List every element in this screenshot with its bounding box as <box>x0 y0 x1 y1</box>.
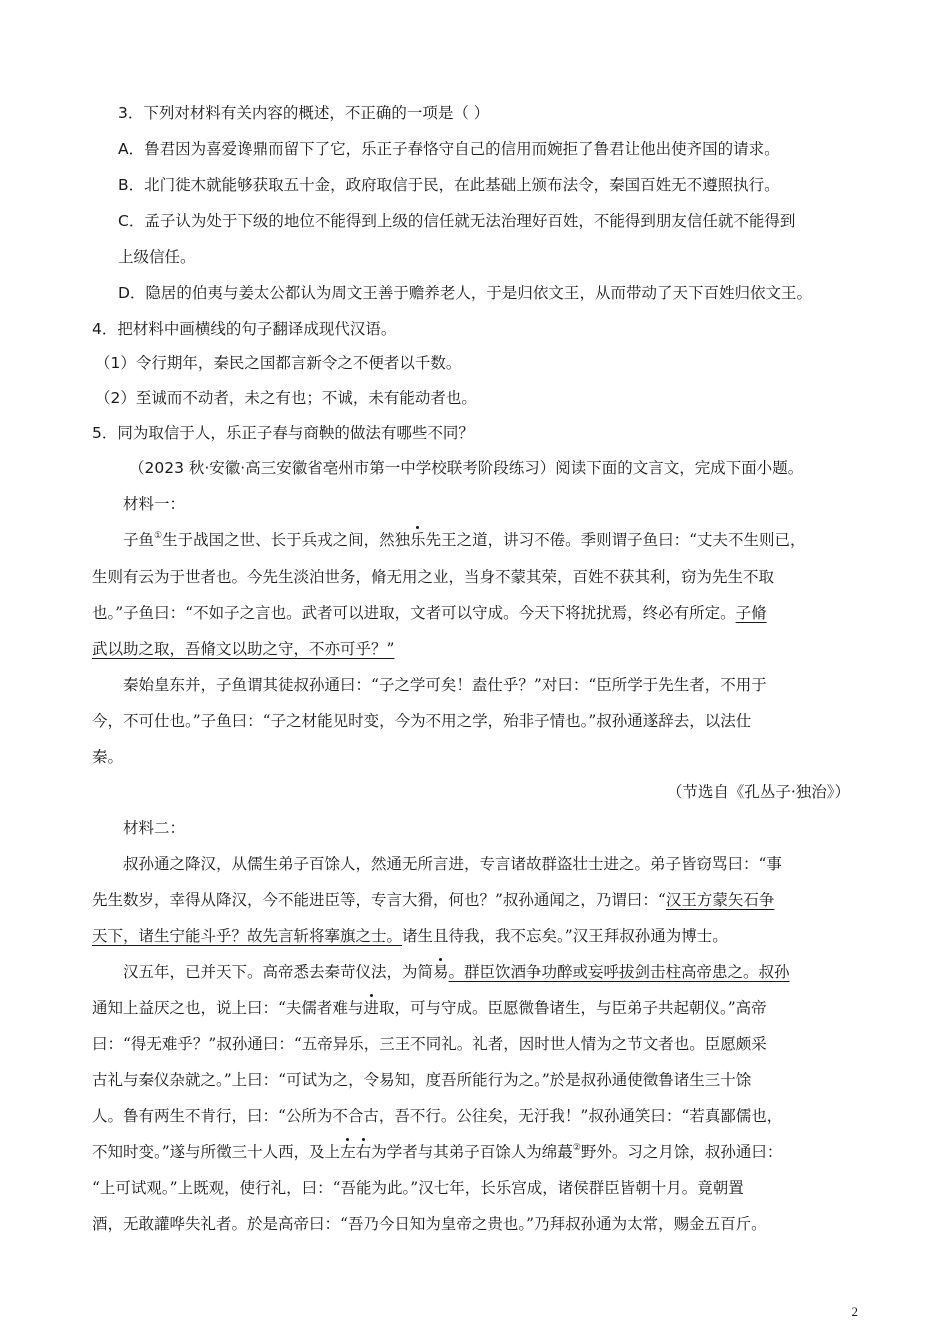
material2-p1-line3: 天下，诸生宁能斗乎？故先言斩将搴旗之士。诸生且待我，我不忘矣。”汉王拜叔孙通为博士。 <box>92 927 728 945</box>
q4-sentence-1: （1）令行期年，秦民之国都言新令之不便者以千数。 <box>95 354 462 372</box>
reading-intro: （2023 秋·安徽·高三安徽省亳州市第一中学校联考阶段练习）阅读下面的文言文，完成下面小题。 <box>129 459 804 477</box>
footnote-marker-1: ① <box>154 531 163 541</box>
material1-p1-line3: 也。”子鱼曰：“不如子之言也。武者可以进取，文者可以守成。今天下将扰扰焉，终必有所定。子脩 <box>92 604 767 622</box>
page-number: 2 <box>851 1304 858 1319</box>
material1-p1-line1: 子鱼①生于战国之世、长于兵戎之间，然独乐先王之道，讲习不倦。季则谓子鱼曰：“丈夫不生则已， <box>123 531 806 549</box>
material1-p1-line2: 生则有云为于世者也。今先生淡泊世务，脩无用之业，当身不蒙其荣，百姓不获其利，窃为先生不取 <box>92 568 775 586</box>
material1-source: （节选自《孔丛子·独治》） <box>666 783 850 801</box>
q3-option-d: D．隐居的伯夷与姜太公都认为周文王善于赡养老人，于是归依文王，从而带动了天下百姓归依文王。 <box>118 284 812 302</box>
material1-p2-line2: 今，不可仕也。”子鱼曰：“子之材能见时变，今为不用之学，殆非子情也。”叔孙通遂辞去，以法仕 <box>92 712 752 730</box>
material2-p2-line2: 通知上益厌之也，说上曰：“夫儒者难与进取，可与守成。臣愿微鲁诸生，与臣弟子共起朝仪。”高帝 <box>92 999 767 1017</box>
material2-p2-line3: 曰：“得无难乎？”叔孙通曰：“五帝异乐，三王不同礼。礼者，因时世人情为之节文者也。臣愿颇采 <box>92 1035 767 1053</box>
material2-label: 材料二： <box>123 819 186 837</box>
material1-p1-line4-underlined: 武以助之取，吾脩文以助之守，不亦可乎？” <box>92 640 395 658</box>
emphasis-dot-char: 进 <box>363 999 379 1017</box>
footnote-marker-2: ② <box>572 1143 581 1153</box>
q3-option-c-line1: C．孟子认为处于下级的地位不能得到上级的信任就无法治理好百姓，不能得到朋友信任就不能得到 <box>118 212 796 230</box>
q3-option-b: B．北门徙木就能够获取五十金，政府取信于民，在此基础上颁布法令，秦国百姓无不遵照执行。 <box>118 176 780 194</box>
q4-stem: 4．把材料中画横线的句子翻译成现代汉语。 <box>92 320 397 338</box>
q3-option-a: A．鲁君因为喜爱谗鼎而留下了它，乐正子春恪守自己的信用而婉拒了鲁君让他出使齐国的请求。 <box>118 140 780 158</box>
underlined-sentence-2b: 天下，诸生宁能斗乎？故先言斩将搴旗之士。 <box>92 927 403 945</box>
material2-p2-line5: 人。鲁有两生不肯行，曰：“公所为不合古，吾不行。公往矣，无汙我！”叔孙通笑曰：“若真鄙儒也， <box>92 1107 783 1125</box>
q3-option-c-line2: 上级信任。 <box>118 248 196 266</box>
material2-p2-line6: 不知时变。”遂与所徵三十人西，及上左右为学者与其弟子百馀人为绵蕞②野外。习之月馀，叔孙通曰： <box>92 1143 783 1161</box>
material2-p2-line7: “上可试观。”上既观，使行礼，曰：“吾能为此。”汉七年，长乐宫成，诸侯群臣皆朝十月。竟朝置 <box>92 1179 744 1197</box>
material2-p2-line8: 酒，无敢讙哗失礼者。於是高帝曰：“吾乃今日知为皇帝之贵也。”乃拜叔孙通为太常，赐金五百斤。 <box>92 1215 767 1233</box>
material1-label: 材料一： <box>123 495 186 513</box>
emphasis-dot-char: 左 <box>340 1143 356 1161</box>
material2-p2-line4: 古礼与秦仪杂就之。”上曰：“可试为之，令易知，度吾所能行为之。”於是叔孙通使徵鲁诸生三十馀 <box>92 1071 752 1089</box>
q3-stem: 3．下列对材料有关内容的概述，不正确的一项是（ ） <box>118 104 490 122</box>
material2-p1-line2: 先生数岁，幸得从降汉，今不能进臣等，专言大猾，何也？”叔孙通闻之，乃谓曰：“汉王方蒙矢石争 <box>92 891 775 909</box>
material1-p2-line3: 秦。 <box>92 748 124 766</box>
emphasis-dot-char: 乐 <box>410 531 426 549</box>
material2-p1-line1: 叔孙通之降汉，从儒生弟子百馀人，然通无所言进，专言诸故群盗壮士进之。弟子皆窃骂曰：“事 <box>123 855 782 873</box>
material2-p2-line1: 汉五年，已并天下。高帝悉去秦苛仪法，为简易。群臣饮酒争功醉或妄呼拔剑击柱高帝患之。叔孙 <box>123 963 790 981</box>
emphasis-dot-char: 易 <box>433 963 449 981</box>
underlined-sentence-3: 。群臣饮酒争功醉或妄呼拔剑击柱高帝患之。叔孙 <box>448 963 790 981</box>
underlined-sentence: 子脩 <box>735 604 767 622</box>
q5-stem: 5．同为取信于人，乐正子春与商鞅的做法有哪些不同？ <box>92 424 474 442</box>
underlined-sentence-2a: 汉王方蒙矢石争 <box>665 891 775 909</box>
emphasis-dot-char: 右 <box>355 1143 372 1161</box>
material1-p2-line1: 秦始皇东并，子鱼谓其徒叔孙通曰：“子之学可矣！盍仕乎？”对曰：“臣所学于先生者，不用于 <box>123 676 767 694</box>
q4-sentence-2: （2）至诚而不动者，未之有也；不诚，未有能动者也。 <box>95 389 477 407</box>
